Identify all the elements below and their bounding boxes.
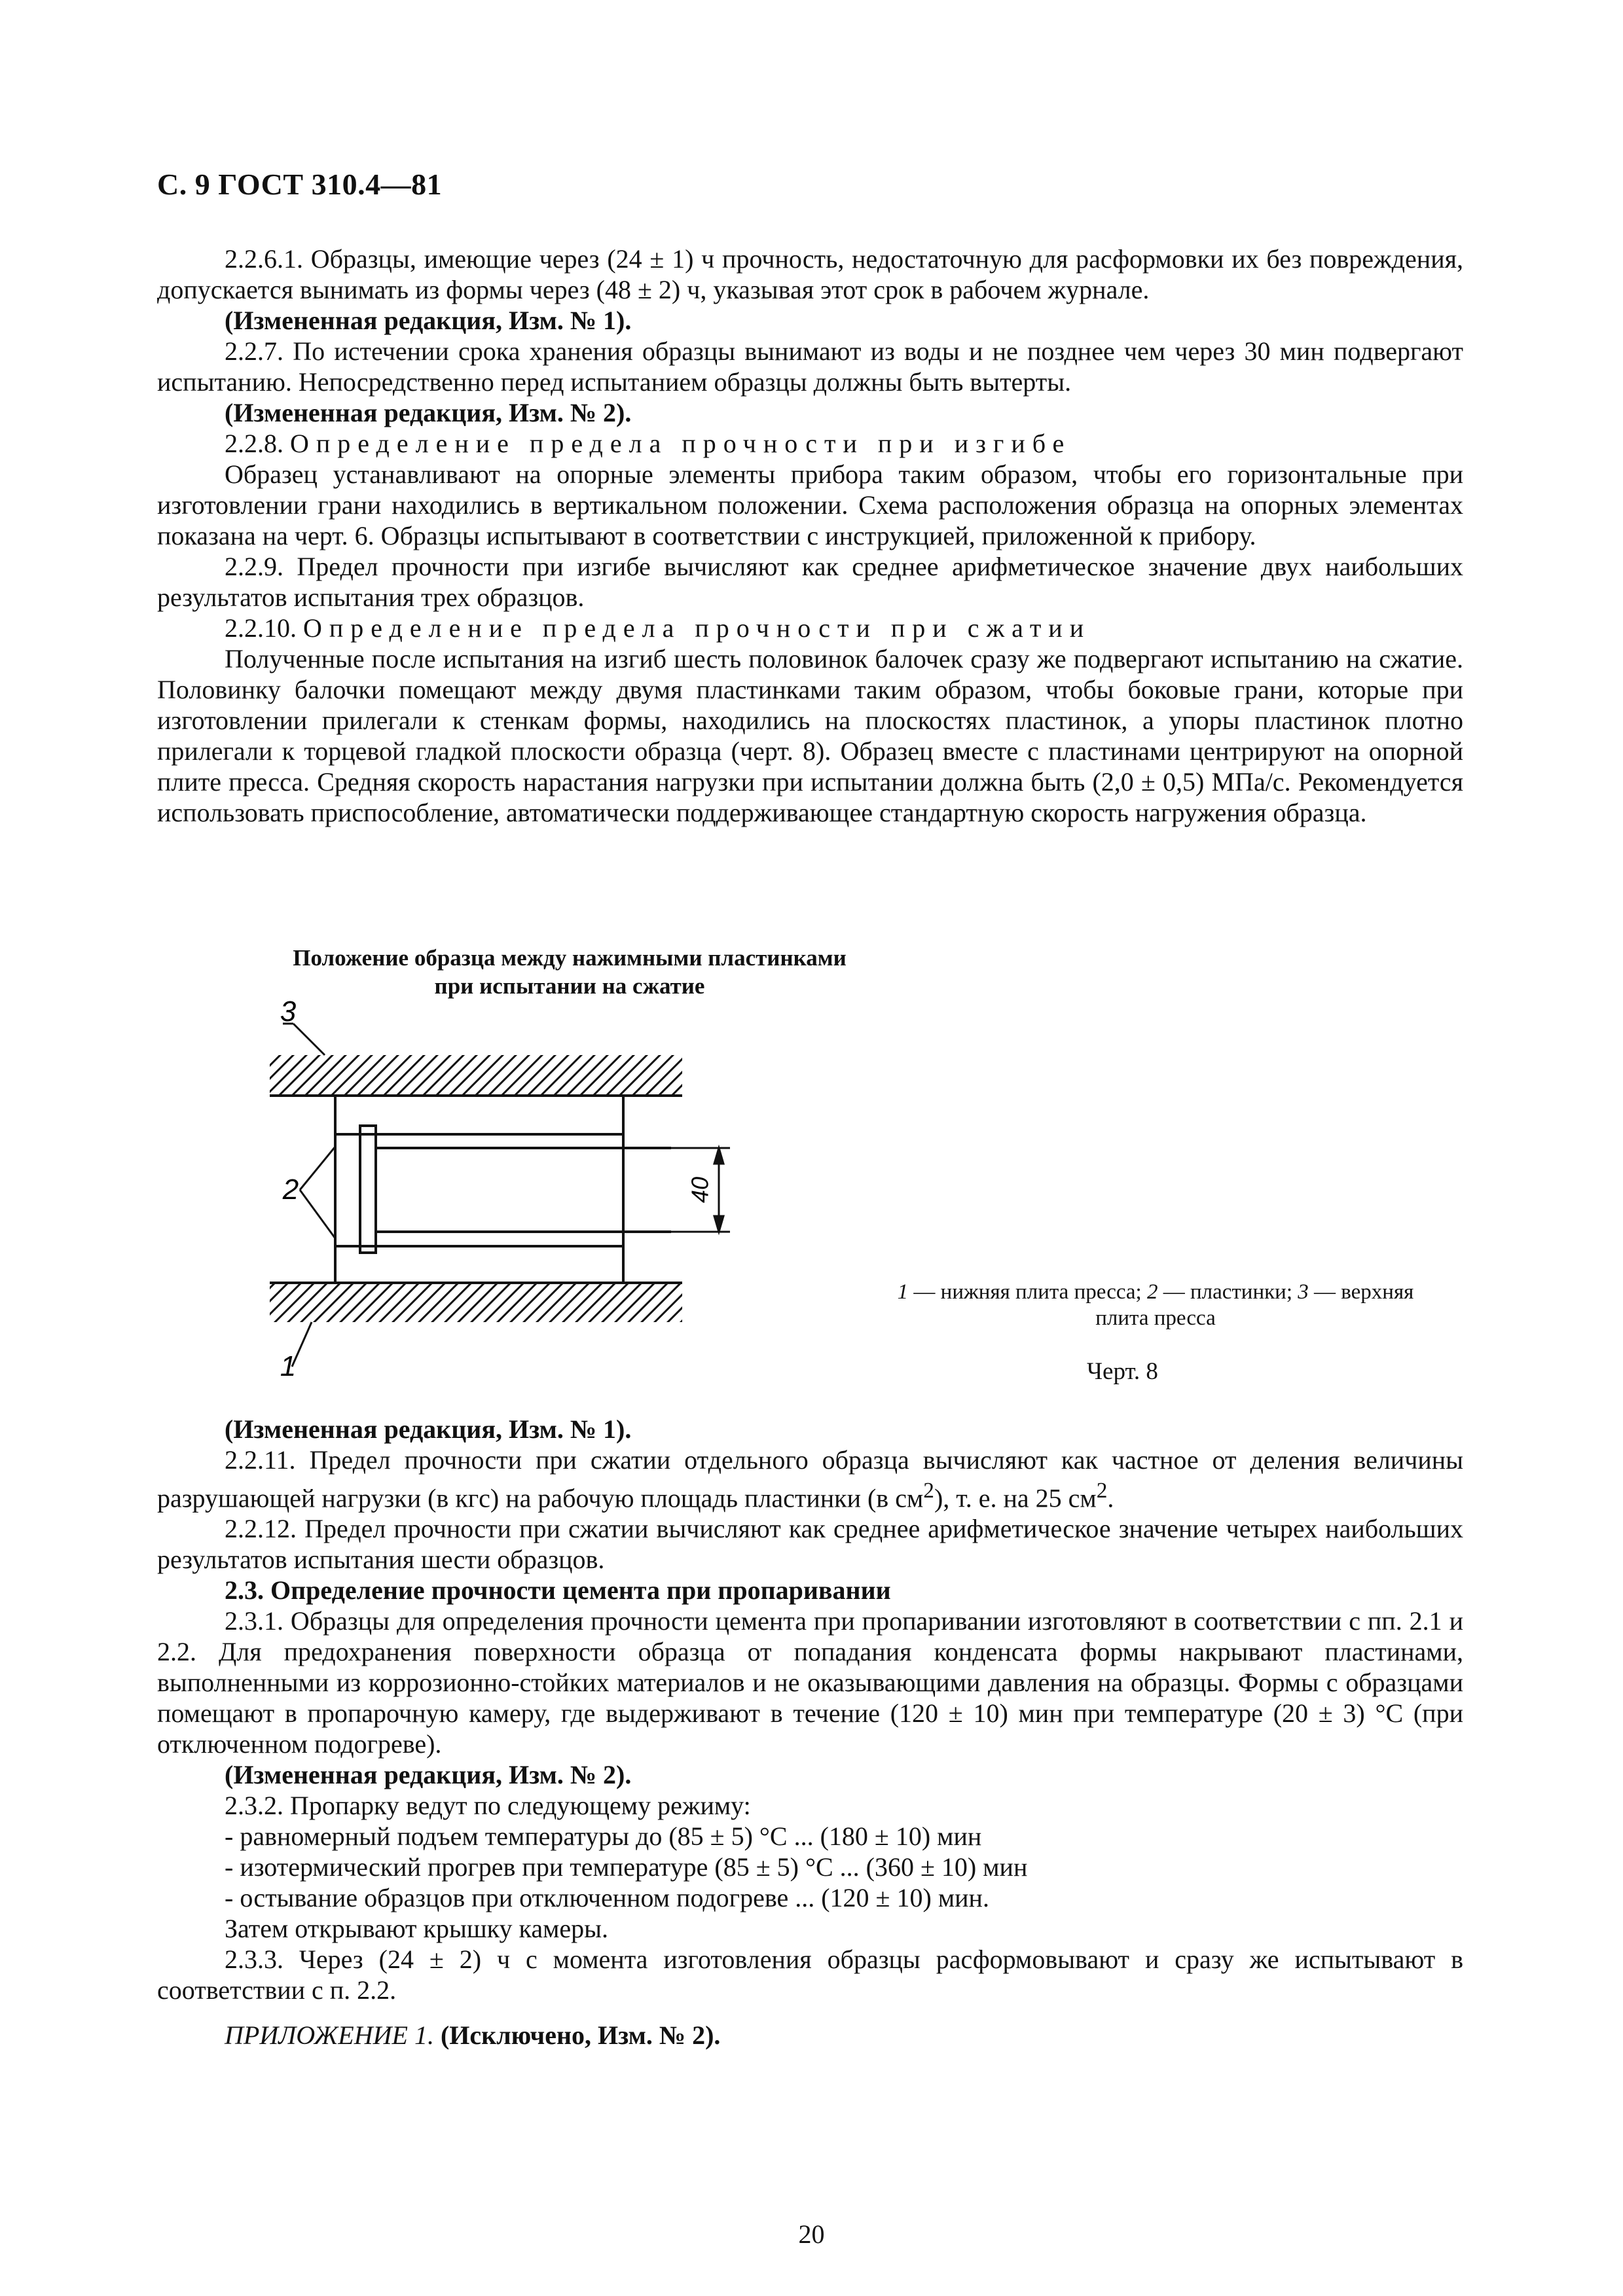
text-block-lower: [157, 1414, 1463, 2051]
section-number: 2.2.8.: [225, 429, 283, 458]
section-number: 2.2.10.: [225, 613, 297, 643]
paragraph-closing: Затем открывают крышку камеры.: [225, 1914, 609, 1944]
list-item: - изотермический прогрев при температуре (85 ± 5) °С ... (360 ± 10) мин: [225, 1852, 1028, 1882]
section-title-spaced: Определение предела прочности при изгибе: [290, 429, 1072, 458]
figure-caption: Черт. 8: [1087, 1358, 1158, 1385]
figure-title-line-1: Положение образца между нажимными пластинками: [293, 945, 847, 971]
specimen: [376, 1148, 671, 1232]
section-title-spaced: Определение предела прочности при сжатии: [303, 613, 1091, 643]
dimension-label: 40: [686, 1176, 714, 1204]
paragraph-2-2-8-heading: [157, 428, 1463, 459]
list-item: - остывание образцов при отключенном подогреве ... (120 ± 10) мин.: [225, 1883, 989, 1913]
page-header: С. 9 ГОСТ 310.4—81: [157, 168, 443, 201]
text-block-upper: [157, 243, 1463, 828]
label-3: 3: [280, 996, 297, 1028]
paragraph-2-2-10-heading: [157, 613, 1463, 643]
revision-note: (Измененная редакция, Изм. № 2).: [225, 398, 632, 427]
revision-note: (Измененная редакция, Изм. № 1).: [225, 306, 632, 335]
upper-press-plate: [270, 1055, 682, 1096]
section-2-3-heading: 2.3. Определение прочности цемента при пропаривании: [225, 1575, 891, 1605]
legend-line-2: плита пресса: [1095, 1306, 1216, 1330]
paragraph-2-2-10-body: Полученные после испытания на изгиб шесть половинок балочек сразу же подвергают испытанию на сжатие. Половинку балочки помещают между двумя пластинками таким образом, чтобы боковые грани, которые при изготовлении прилегали к стенкам формы, находились на плоскостях пластинок, а упоры пластинок плотно прилегали к торцевой гладкой плоскости образца (черт. 8). Образец вместе с пластинами центрируют на опорной плите пресса. Средняя скорость нарастания нагрузки при испытании должна быть (2,0 ± 0,5) МПа/с. Рекомендуется использовать приспособление, автоматически поддерживающее стандартную скорость нагружения образца.: [157, 644, 1463, 827]
paragraph-2-3-1: 2.3.1. Образцы для определения прочности цемента при пропаривании изготовляют в соответствии с пп. 2.1 и 2.2. Для предохранения поверхности образца от попадания конденсата формы накрывают пластинами, выполненными из коррозионно-стойких материалов и не оказывающими давления на образцы. Формы с образцами помещают в пропарочную камеру, где выдерживают в течение (120 ± 10) мин при температуре (20 ± 3) °С (при отключенном подогреве).: [157, 1606, 1463, 1759]
pressing-plates: [335, 1096, 623, 1283]
label-1: 1: [280, 1350, 297, 1382]
revision-note: (Измененная редакция, Изм. № 2).: [225, 1760, 632, 1790]
paragraph-2-2-12: 2.2.12. Предел прочности при сжатии вычисляют как среднее арифметическое значение четырех наибольших результатов испытания шести образцов.: [157, 1514, 1463, 1575]
list-item: - равномерный подъем температуры до (85 ± 5) °С ... (180 ± 10) мин: [225, 1821, 982, 1852]
figure-title-line-2: при испытании на сжатие: [434, 973, 705, 999]
paragraph-2-2-11: 2.2.11. Предел прочности при сжатии отдельного образца вычисляют как частное от деления величины разрушающей нагрузки (в кгс) на рабочую площадь пластинки (в $см^2$), т. е. на 25 $см^2$.: [157, 1445, 1463, 1513]
paragraph-2-2-6-1: 2.2.6.1. Образцы, имеющие через (24 ± 1) ч прочность, недостаточную для расформовки их без повреждения, допускается вынимать из формы через (48 ± 2) ч, указывая этот срок в рабочем журнале.: [157, 244, 1463, 304]
appendix-note: ПРИЛОЖЕНИЕ 1. (Исключено, Изм. № 2).: [225, 2020, 721, 2051]
legend-line-1: 1 — нижняя плита пресса; 2 — пластинки; 3 — верхняя: [897, 1280, 1414, 1304]
paragraph-2-2-9: 2.2.9. Предел прочности при изгибе вычисляют как среднее арифметическое значение двух наибольших результатов испытания трех образцов.: [157, 552, 1463, 612]
page-number: 20: [798, 2219, 825, 2249]
paragraph-2-3-2: 2.3.2. Пропарку ведут по следующему режиму:: [225, 1791, 751, 1821]
figure-title: [242, 944, 897, 1000]
label-2: 2: [282, 1174, 299, 1206]
revision-note: (Измененная редакция, Изм. № 1).: [225, 1414, 632, 1444]
paragraph-2-3-3: 2.3.3. Через (24 ± 2) ч с момента изготовления образцы расформовывают и сразу же испытывают в соответствии с п. 2.2.: [157, 1945, 1463, 2005]
paragraph-2-2-8-body: Образец устанавливают на опорные элементы прибора таким образом, чтобы его горизонтальные при изготовлении грани находились в вертикальном положении. Схема расположения образца на опорных элементах показана на черт. 6. Образцы испытывают в соответствии с инструкцией, приложенной к прибору.: [157, 459, 1463, 550]
lower-press-plate: [270, 1283, 682, 1322]
paragraph-2-2-7: 2.2.7. По истечении срока хранения образцы вынимают из воды и не позднее чем через 30 мин подвергают испытанию. Непосредственно перед испытанием образцы должны быть вытерты.: [157, 336, 1463, 397]
figure-drawing: [262, 995, 746, 1388]
figure-legend: [854, 1279, 1457, 1331]
